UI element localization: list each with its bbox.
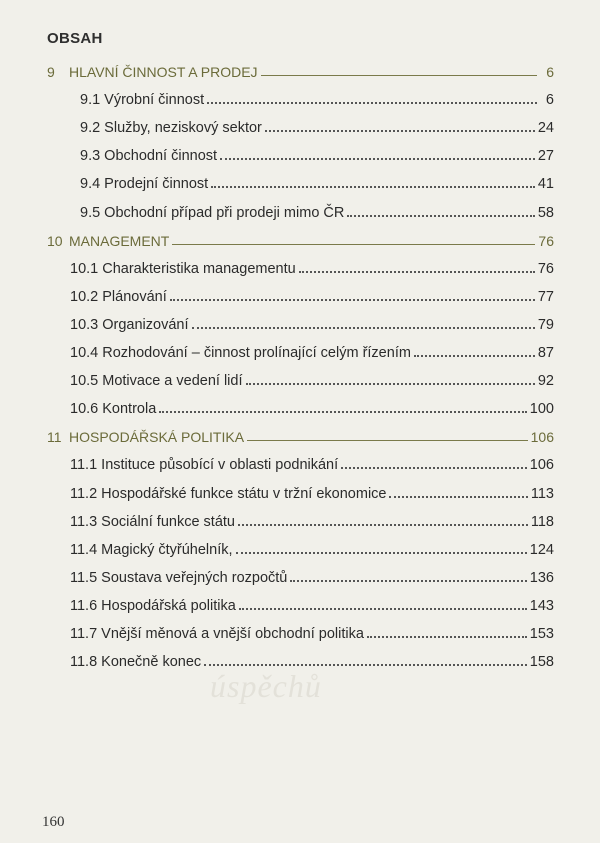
toc-section-row	[80, 170, 554, 192]
toc-section-row	[70, 283, 554, 305]
toc-section-row	[70, 311, 554, 333]
dot-leader	[170, 299, 535, 301]
toc-page-number: 24	[537, 120, 554, 137]
toc-page-number: 27	[537, 148, 554, 165]
dot-leader	[239, 608, 527, 610]
dot-leader	[211, 186, 535, 188]
toc-page-number: 87	[537, 345, 554, 361]
chapter-title: HOSPODÁŘSKÁ POLITIKA	[69, 429, 245, 446]
section-title: 10.5 Motivace a vedení lidí	[70, 373, 243, 390]
section-title: 9.5 Obchodní případ při prodeji mimo ČR	[80, 204, 345, 221]
toc-page-number: 41	[537, 176, 554, 193]
section-title: 10.2 Plánování	[70, 288, 167, 305]
dot-leader	[172, 244, 535, 245]
toc-page-number: 136	[529, 569, 554, 586]
dot-leader	[192, 327, 535, 329]
toc-heading: OBSAH	[47, 30, 103, 47]
chapter-title: MANAGEMENT	[69, 232, 170, 249]
toc-page-number: 106	[529, 457, 554, 474]
section-title: 11.4 Magický čtyřúhelník,	[70, 541, 233, 558]
toc-section-row	[70, 451, 554, 473]
toc-section-row	[70, 367, 554, 389]
dot-leader	[367, 636, 527, 638]
section-title: 11.6 Hospodářská politika	[70, 597, 236, 614]
section-title: 9.4 Prodejní činnost	[80, 176, 209, 193]
toc-section-row	[70, 620, 554, 642]
dot-leader	[159, 411, 527, 413]
page-number: 160	[42, 814, 65, 830]
toc-page-number: 6	[545, 92, 554, 109]
dot-leader	[299, 271, 535, 273]
toc-page-number: 76	[537, 260, 554, 277]
toc-section-row	[70, 255, 554, 277]
toc-page-number: 79	[537, 316, 554, 333]
toc-section-row	[80, 86, 554, 108]
section-title: 9.3 Obchodní činnost	[80, 148, 218, 165]
toc-page-number: 77	[537, 288, 554, 305]
dot-leader	[236, 552, 527, 554]
dot-leader	[389, 496, 527, 498]
toc-page-number: 92	[537, 373, 554, 390]
toc-section-row	[70, 564, 554, 586]
toc-section-row	[80, 114, 554, 136]
toc-page-number: 118	[530, 513, 554, 530]
chapter-title: HLAVNÍ ČINNOST A PRODEJ	[69, 64, 258, 80]
section-title: 10.3 Organizování	[70, 316, 189, 333]
section-title: 10.4 Rozhodování – činnost prolínající celým řízením	[70, 345, 411, 361]
toc-section-row	[70, 648, 554, 670]
faint-watermark-text: úspěchů	[210, 668, 322, 704]
dot-leader	[261, 75, 537, 76]
section-title: 11.8 Konečně konec	[70, 654, 202, 671]
toc-page-number: 113	[530, 485, 554, 502]
toc-chapter-row	[47, 58, 554, 80]
section-title: 10.6 Kontrola	[70, 401, 157, 418]
toc-chapter-row	[47, 423, 554, 445]
section-title: 9.2 Služby, neziskový sektor	[80, 120, 262, 137]
chapter-number: 11	[47, 429, 62, 446]
chapter-number: 9	[47, 64, 55, 80]
toc-section-row	[70, 592, 554, 614]
toc-section-row	[80, 199, 554, 221]
toc-page-number: 106	[530, 429, 554, 446]
dot-leader	[341, 467, 527, 469]
chapter-number: 10	[47, 232, 63, 249]
toc-page-number: 100	[529, 401, 554, 418]
toc-section-row	[70, 480, 554, 502]
section-title: 9.1 Výrobní činnost	[80, 92, 205, 109]
section-title: 10.1 Charakteristika managementu	[70, 260, 296, 277]
section-title: 11.5 Soustava veřejných rozpočtů	[70, 569, 288, 586]
dot-leader	[347, 215, 535, 217]
section-title: 11.2 Hospodářské funkce státu v tržní ekonomice	[70, 485, 387, 502]
toc-section-row	[70, 395, 554, 417]
toc-page-number: 76	[538, 232, 554, 249]
toc-section-row	[70, 536, 554, 558]
section-title: 11.1 Instituce působící v oblasti podnikání	[70, 457, 339, 474]
dot-leader	[290, 580, 526, 582]
toc-page-number: 143	[529, 597, 554, 614]
dot-leader	[220, 158, 535, 160]
dot-leader	[247, 440, 528, 441]
section-title: 11.3 Sociální funkce státu	[70, 513, 235, 530]
dot-leader	[204, 664, 527, 666]
toc-section-row	[70, 508, 554, 530]
dot-leader	[265, 130, 535, 132]
toc-page-number: 124	[529, 541, 554, 558]
toc-page-number: 153	[529, 626, 554, 642]
dot-leader	[414, 355, 535, 357]
toc-chapter-row	[47, 227, 554, 249]
toc-page-number: 6	[546, 64, 554, 80]
dot-leader	[207, 102, 537, 104]
dot-leader	[238, 524, 528, 526]
dot-leader	[246, 383, 535, 385]
toc-page-number: 58	[537, 204, 554, 221]
toc-section-row	[80, 142, 554, 164]
section-title: 11.7 Vnější měnová a vnější obchodní politika	[70, 626, 364, 642]
toc-section-row	[70, 339, 554, 361]
toc-page-number: 158	[529, 654, 554, 671]
